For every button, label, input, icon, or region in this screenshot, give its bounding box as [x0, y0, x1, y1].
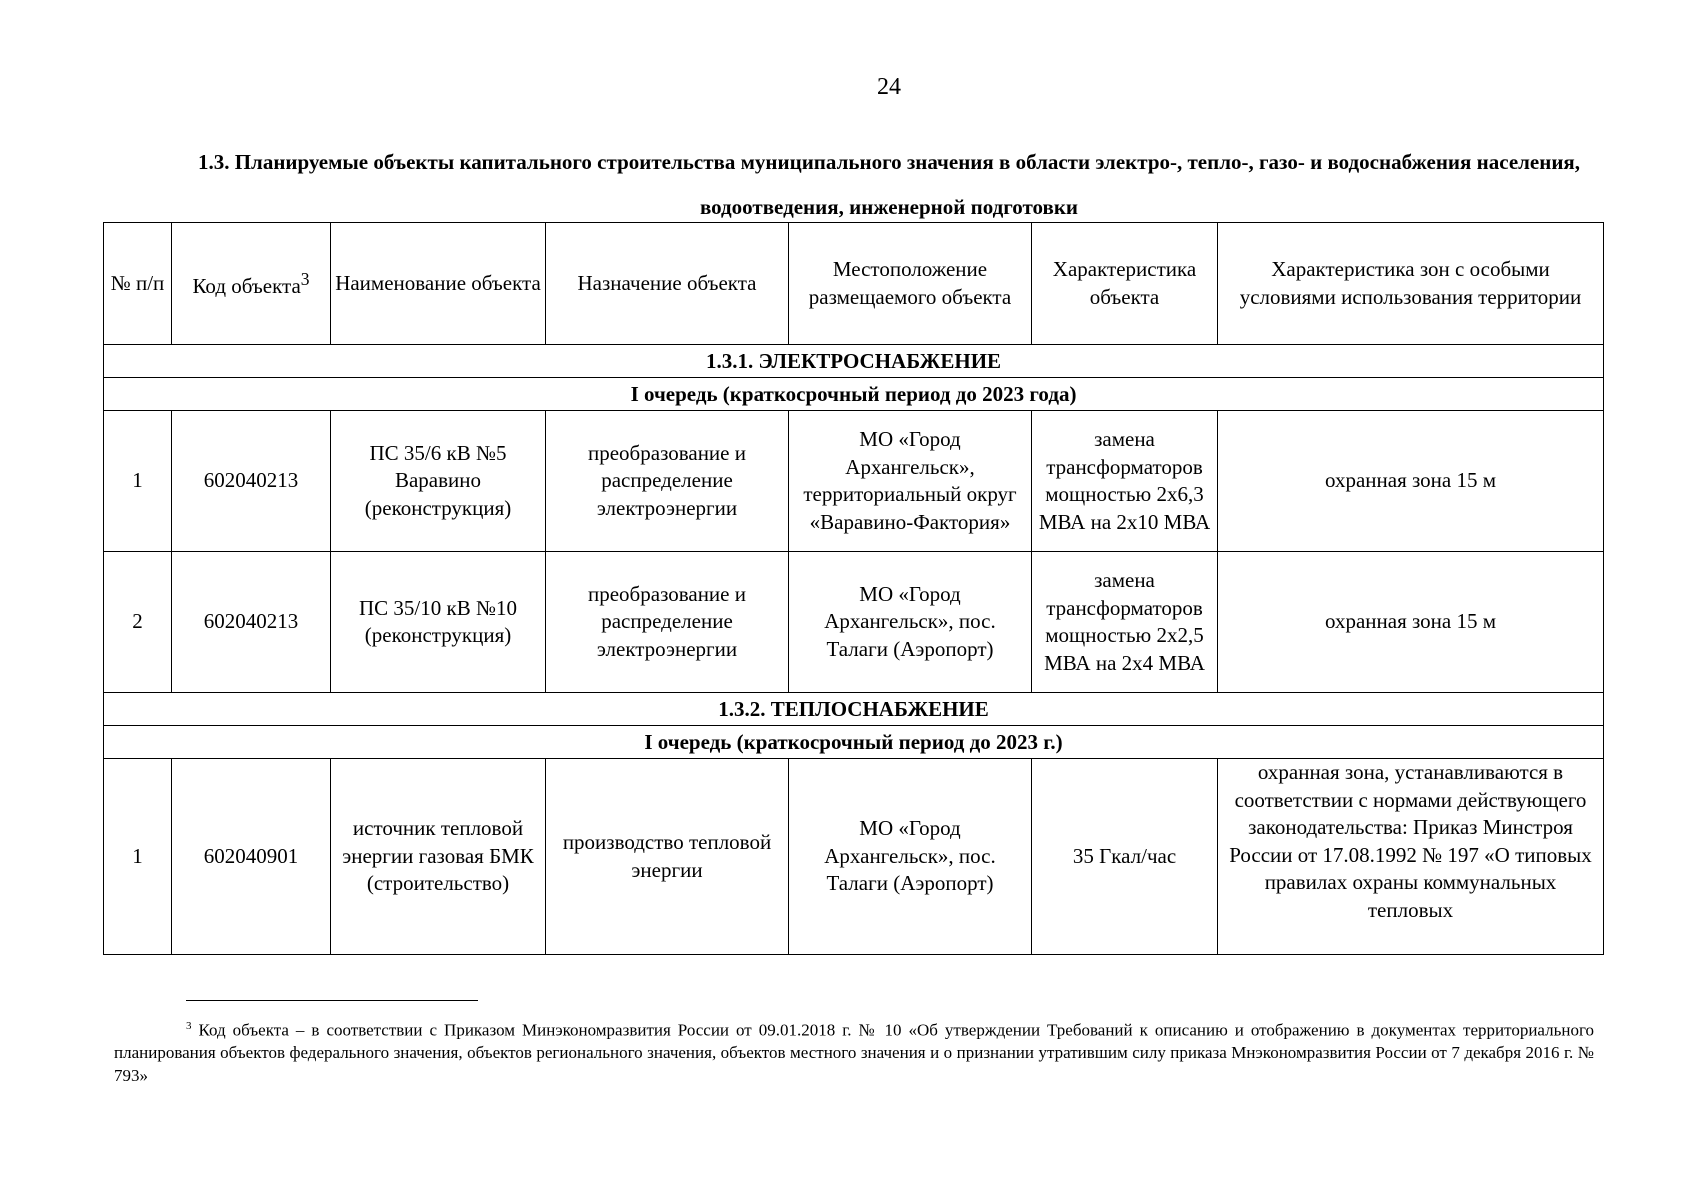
section-title: 1.3. Планируемые объекты капитального строительства муниципального значения в области электро-, тепло-, газо- и водоснабжения населения, водоотведения, инженерной подготовки: [197, 150, 1581, 219]
cell-zones: охранная зона 15 м: [1218, 552, 1604, 693]
section-heading-electricity: 1.3.1. ЭЛЕКТРОСНАБЖЕНИЕ: [104, 345, 1604, 378]
header-zones: Характеристика зон с особыми условиями использования территории: [1218, 223, 1604, 345]
stage-row: [104, 726, 1604, 759]
cell-purpose: производство тепловой энергии: [546, 759, 789, 955]
cell-name: источник тепловой энергии газовая БМК (строительство): [331, 759, 546, 955]
cell-zones: охранная зона, устанавливаются в соответствии с нормами действующего законодательства: Приказ Минстроя России от 17.08.1992 № 197 «О типовых правилах охраны коммунальных тепловых: [1218, 759, 1604, 955]
table-row: [104, 411, 1604, 552]
cell-name: ПС 35/10 кВ №10 (реконструкция): [331, 552, 546, 693]
page-number: 24: [877, 74, 901, 100]
footnote-text: Код объекта – в соответствии с Приказом Минэкономразвития России от 09.01.2018 г. № 10 «Об утверждении Требований к описанию и отображению в документах территориального планирования объектов федерального значения, объектов регионального значения, объектов местного значения и о признании утратившим силу приказа Мнэкономразвития России от 7 декабря 2016 г. № 793»: [114, 1020, 1594, 1085]
cell-code: 602040213: [172, 552, 331, 693]
footnote-marker: 3: [186, 1020, 192, 1032]
cell-num: 1: [104, 759, 172, 955]
footnote-ref: 3: [300, 269, 310, 290]
stage-heading-electricity: I очередь (краткосрочный период до 2023 года): [104, 378, 1604, 411]
header-location: Местоположение размещаемого объекта: [789, 223, 1032, 345]
header-characteristic: Характеристика объекта: [1032, 223, 1218, 345]
table-header-row: [104, 223, 1604, 345]
cell-num: 1: [104, 411, 172, 552]
footnote-divider: [186, 1000, 478, 1001]
header-code: [172, 223, 331, 345]
section-heading-row: [104, 345, 1604, 378]
header-name: Наименование объекта: [331, 223, 546, 345]
cell-characteristic: замена трансформаторов мощностью 2х6,3 МВА на 2х10 МВА: [1032, 411, 1218, 552]
cell-purpose: преобразование и распределение электроэнергии: [546, 411, 789, 552]
stage-heading-heating: I очередь (краткосрочный период до 2023 г.): [104, 726, 1604, 759]
section-heading-heating: 1.3.2. ТЕПЛОСНАБЖЕНИЕ: [104, 693, 1604, 726]
table-row: [104, 759, 1604, 955]
stage-row: [104, 378, 1604, 411]
table-row: [104, 552, 1604, 693]
cell-code: 602040901: [172, 759, 331, 955]
cell-location: МО «Город Архангельск», пос. Талаги (Аэропорт): [789, 552, 1032, 693]
cell-zones: охранная зона 15 м: [1218, 411, 1604, 552]
cell-location: МО «Город Архангельск», пос. Талаги (Аэропорт): [789, 759, 1032, 955]
section-heading-row: [104, 693, 1604, 726]
cell-num: 2: [104, 552, 172, 693]
header-purpose: Назначение объекта: [546, 223, 789, 345]
cell-characteristic: 35 Гкал/час: [1032, 759, 1218, 955]
cell-name: ПС 35/6 кВ №5 Варавино (реконструкция): [331, 411, 546, 552]
cell-characteristic: замена трансформаторов мощностью 2х2,5 МВА на 2х4 МВА: [1032, 552, 1218, 693]
header-num: № п/п: [104, 223, 172, 345]
footnote: [114, 1015, 1594, 1087]
cell-code: 602040213: [172, 411, 331, 552]
cell-location: МО «Город Архангельск», территориальный округ «Варавино-Фактория»: [789, 411, 1032, 552]
cell-purpose: преобразование и распределение электроэнергии: [546, 552, 789, 693]
objects-table: [103, 222, 1604, 955]
header-code-label: Код объекта: [192, 274, 301, 299]
